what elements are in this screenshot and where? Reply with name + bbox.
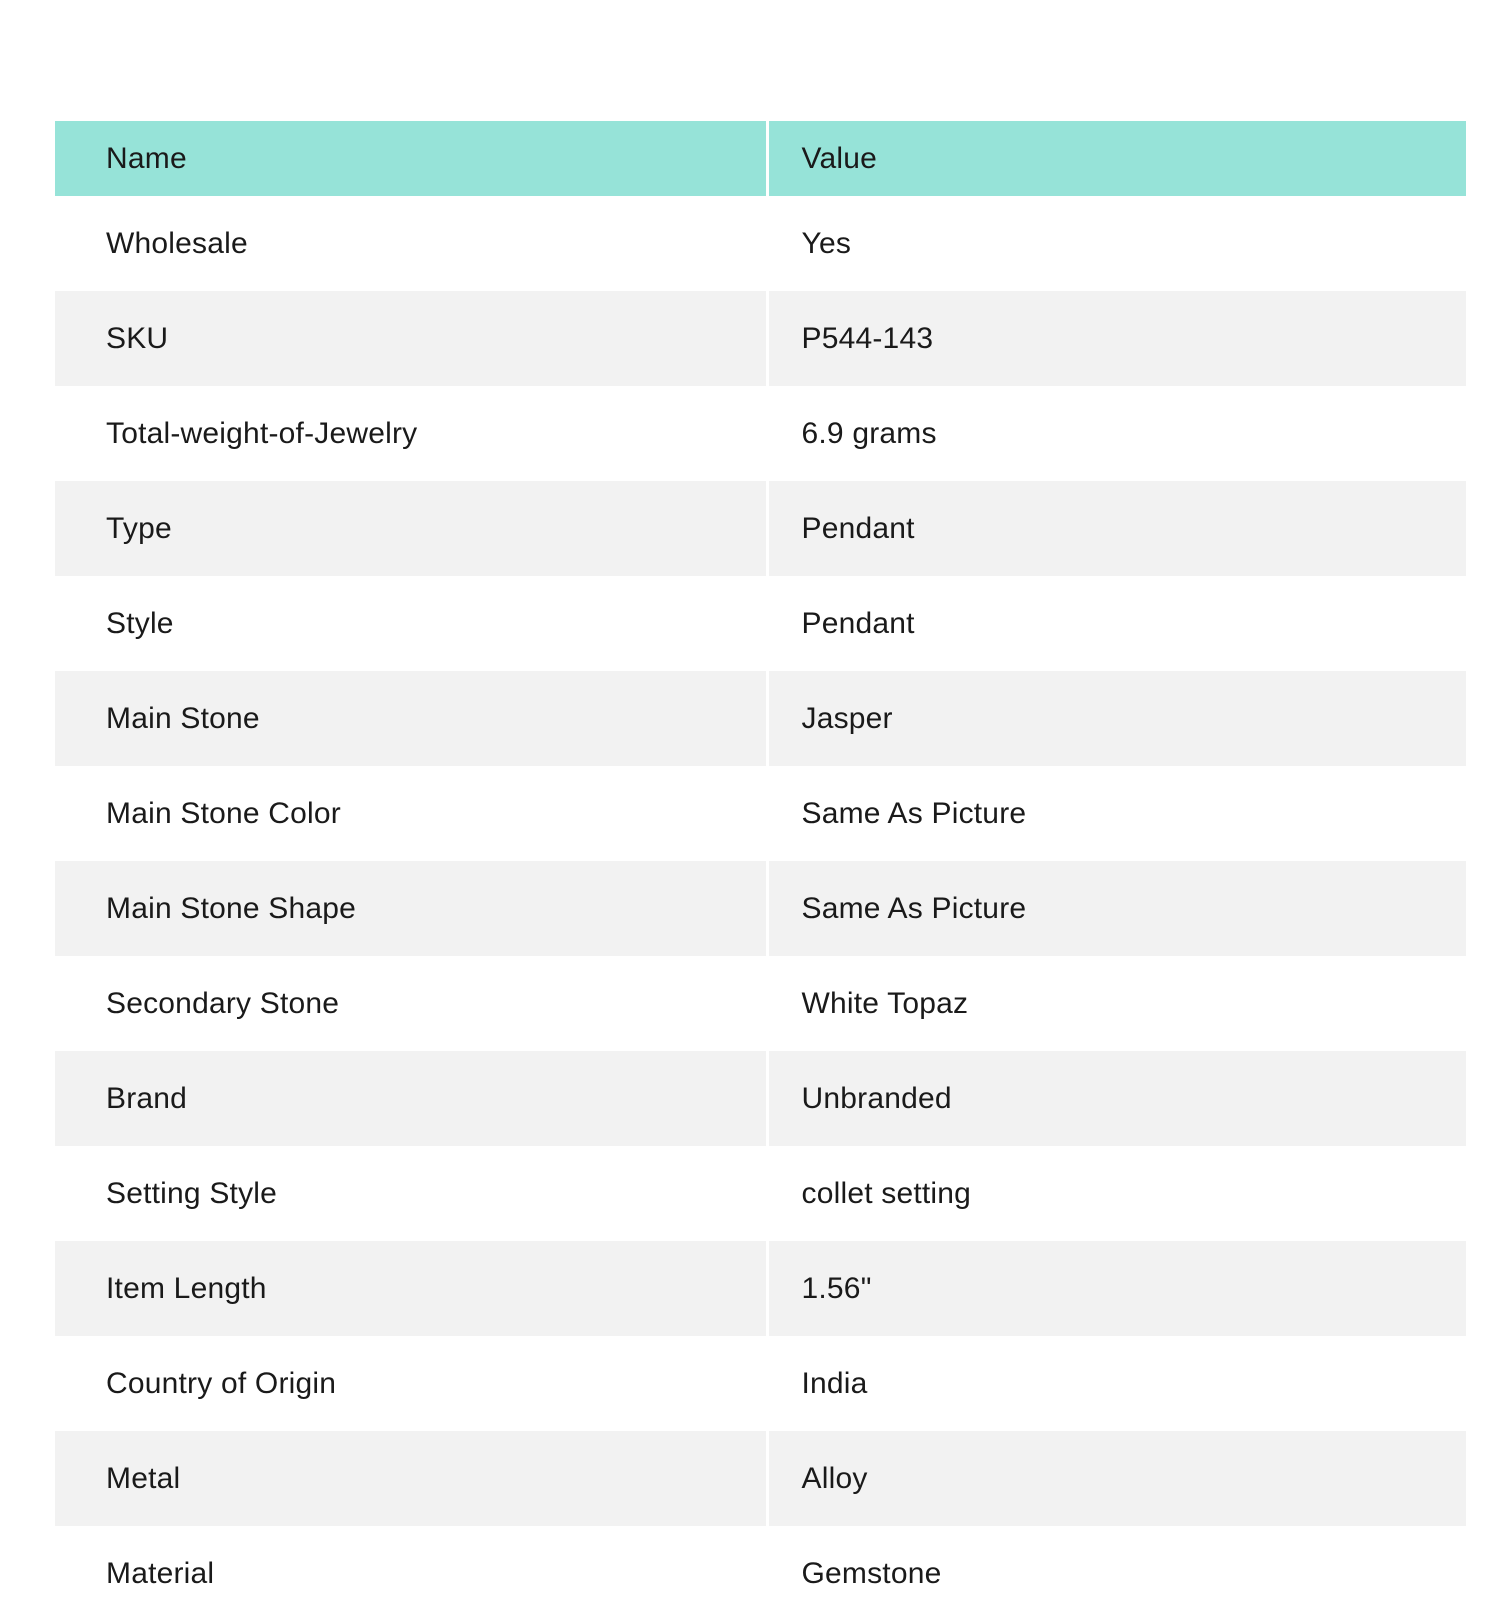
- row-name-cell: Country of Origin: [106, 1366, 337, 1400]
- header-row: [55, 121, 1466, 196]
- table-row: [55, 576, 1466, 671]
- row-value-cell: Unbranded: [767, 1051, 1466, 1146]
- row-value-cell: Pendant: [767, 576, 1466, 671]
- table-row: [55, 671, 1466, 766]
- table-body: [55, 196, 1466, 1621]
- row-name-cell: Main Stone Color: [106, 796, 341, 830]
- table-row: [55, 386, 1466, 481]
- row-value-cell: 6.9 grams: [767, 386, 1466, 481]
- row-value-cell: Same As Picture: [767, 766, 1466, 861]
- table-row: [55, 1051, 1466, 1146]
- row-name-cell: Secondary Stone: [106, 986, 340, 1020]
- row-name-cell: Setting Style: [106, 1176, 278, 1210]
- row-name-cell: Style: [106, 606, 174, 640]
- row-value-cell: Alloy: [767, 1431, 1466, 1526]
- column-header-value: Value: [767, 121, 1466, 196]
- row-name-cell: Main Stone: [55, 671, 767, 766]
- table-row: [55, 1146, 1466, 1241]
- column-header-name: Name: [55, 121, 767, 196]
- table-row: [55, 1431, 1466, 1526]
- row-value-cell: India: [767, 1336, 1466, 1431]
- table-row: [55, 291, 1466, 386]
- table-header: [55, 121, 1466, 196]
- table-row: [55, 1336, 1466, 1431]
- row-value-cell: Jasper: [767, 671, 1466, 766]
- table-row: [55, 861, 1466, 956]
- row-name-cell: Material: [106, 1556, 215, 1590]
- row-name-cell: Item Length: [55, 1241, 767, 1336]
- table-row: [55, 1526, 1466, 1621]
- row-name-cell: Metal: [55, 1431, 767, 1526]
- table-row: [55, 766, 1466, 861]
- table-row: [55, 1241, 1466, 1336]
- row-value-cell: collet setting: [767, 1146, 1466, 1241]
- row-name-cell: Wholesale: [106, 226, 248, 260]
- specifications-table: [55, 121, 1466, 1621]
- table-row: [55, 481, 1466, 576]
- row-name-cell: Total-weight-of-Jewelry: [106, 416, 418, 450]
- row-value-cell: White Topaz: [767, 956, 1466, 1051]
- row-name-cell: Brand: [55, 1051, 767, 1146]
- row-name-cell: Type: [55, 481, 767, 576]
- row-name-cell: SKU: [55, 291, 767, 386]
- row-value-cell: P544-143: [767, 291, 1466, 386]
- row-value-cell: 1.56": [767, 1241, 1466, 1336]
- row-value-cell: Gemstone: [767, 1526, 1466, 1621]
- row-value-cell: Yes: [767, 196, 1466, 291]
- table-row: [55, 196, 1466, 291]
- table-row: [55, 956, 1466, 1051]
- row-value-cell: Pendant: [767, 481, 1466, 576]
- row-name-cell: Main Stone Shape: [55, 861, 767, 956]
- row-value-cell: Same As Picture: [767, 861, 1466, 956]
